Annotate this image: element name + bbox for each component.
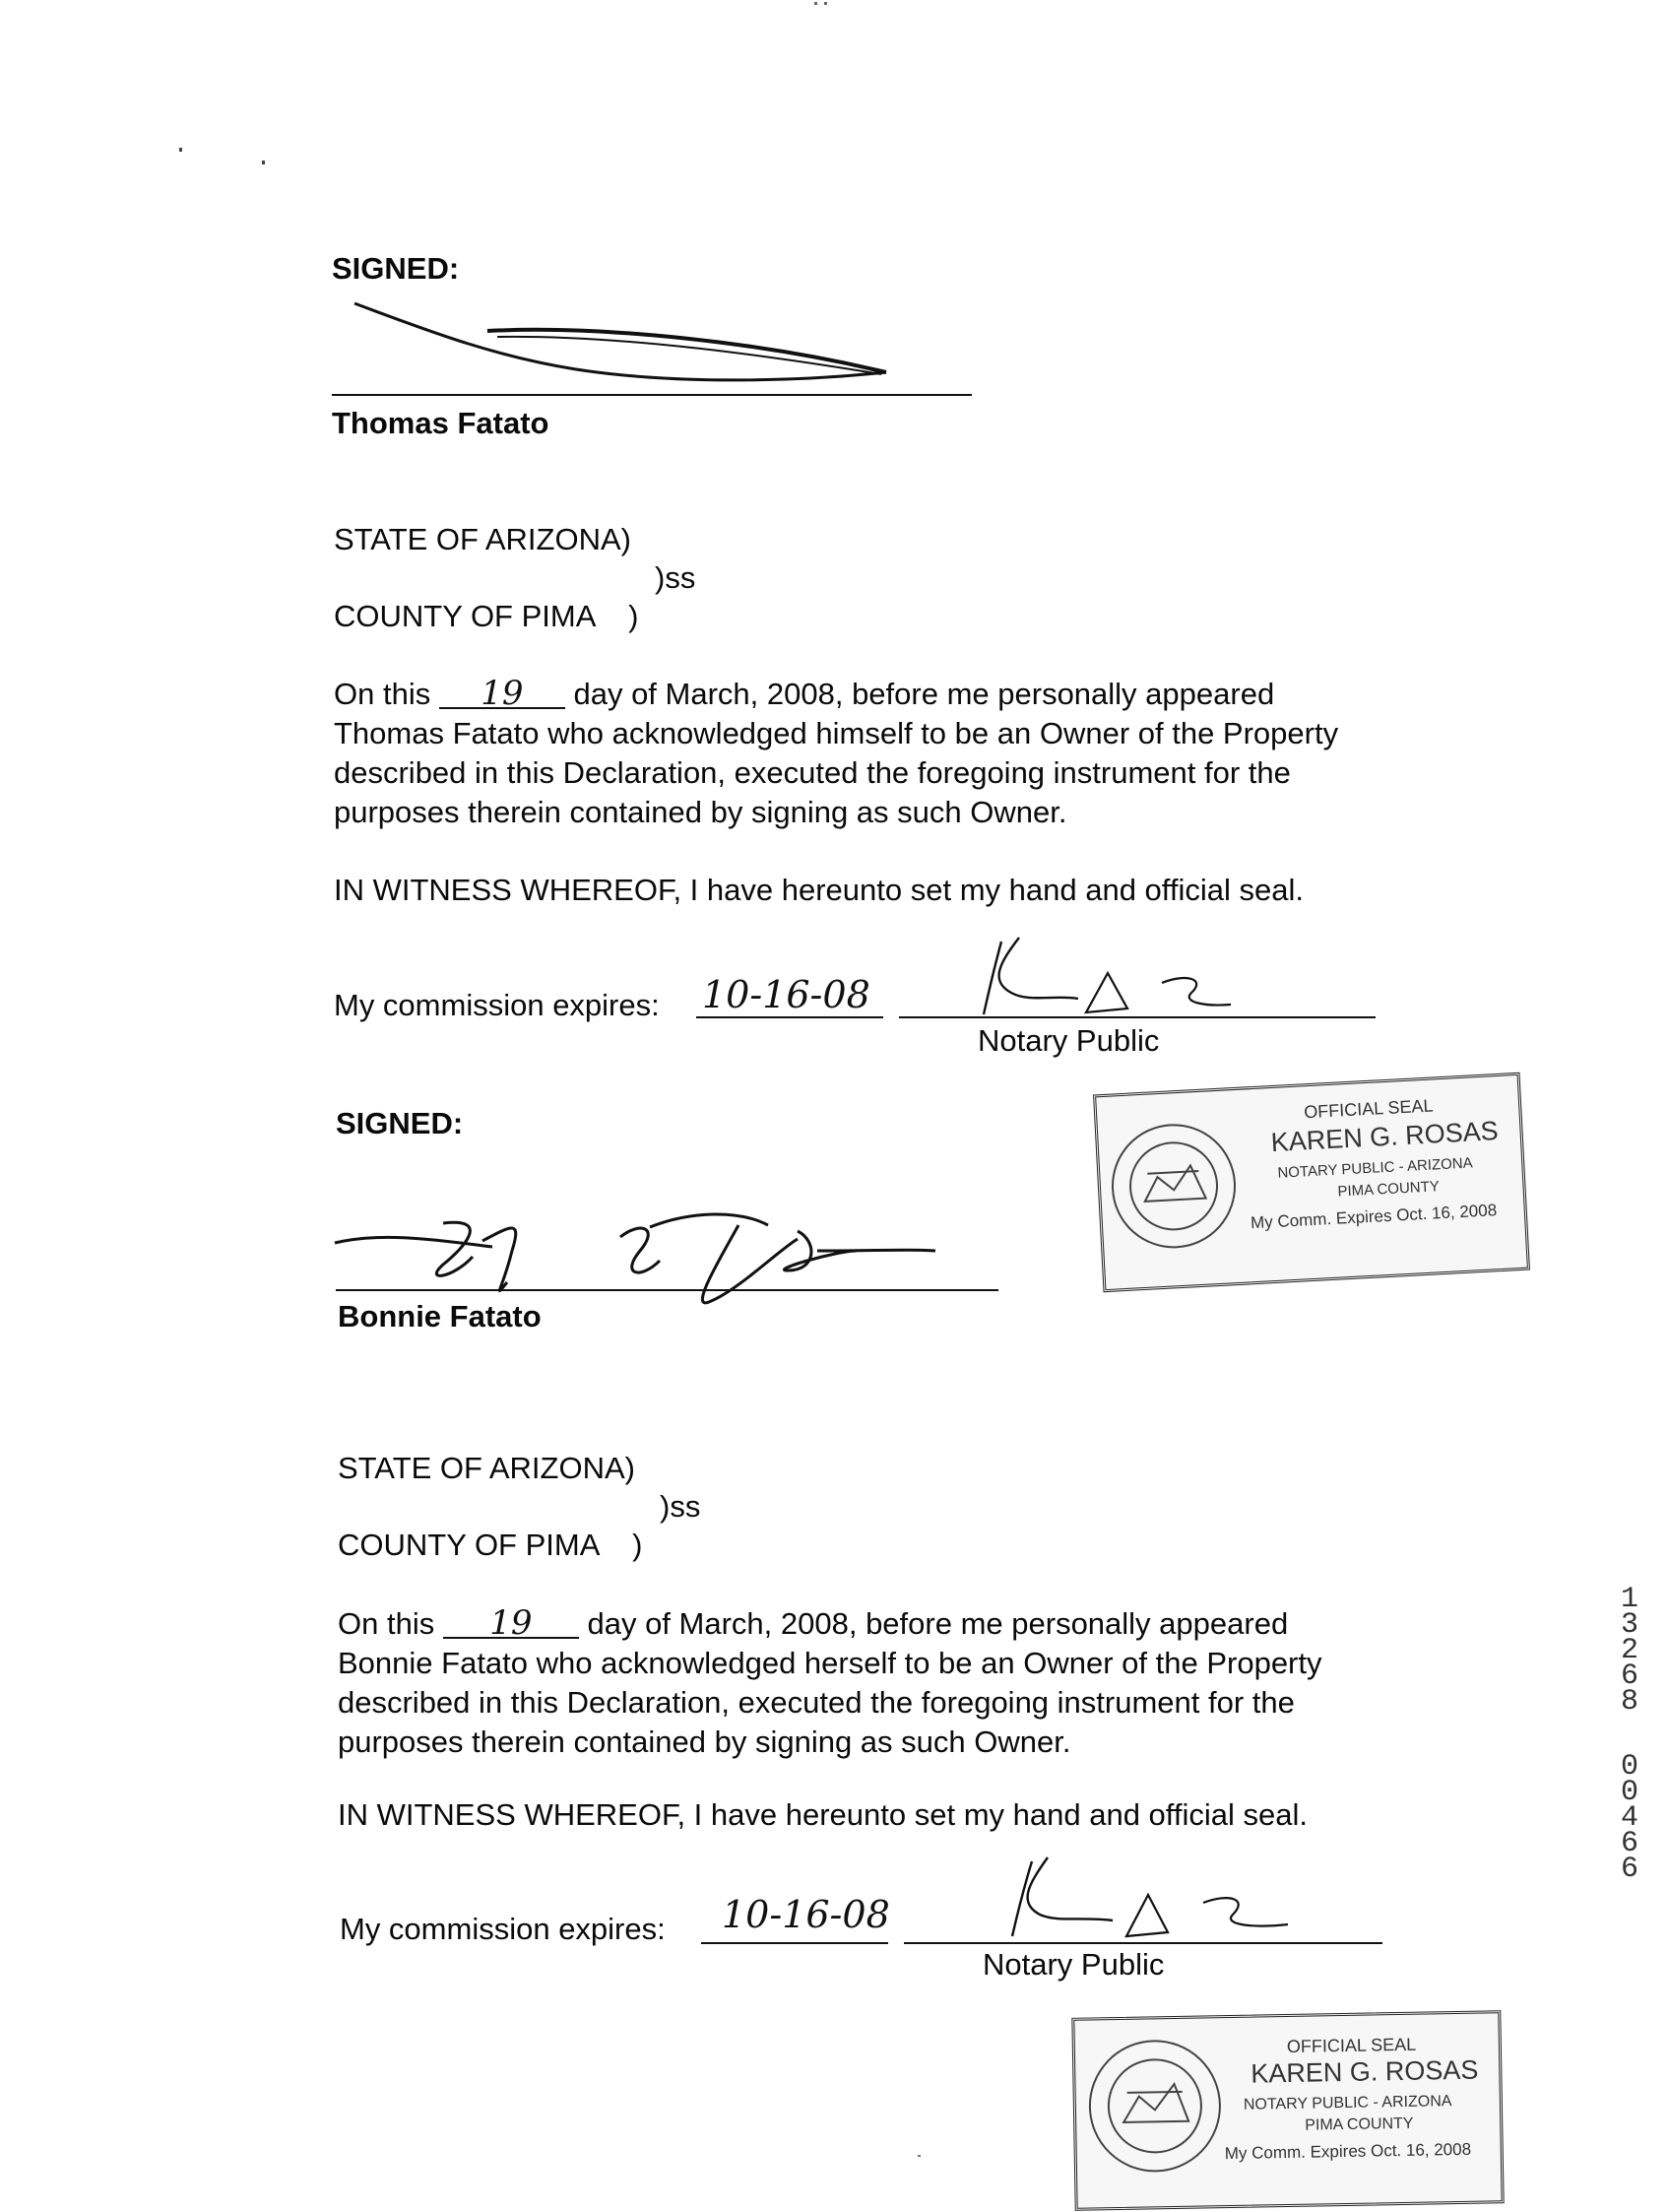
acknowledgment-line-1 bbox=[338, 1603, 1288, 1644]
notary-public-label: Notary Public bbox=[983, 1947, 1165, 1982]
ack-line-1-rest: day of March, 2008, before me personally appeared bbox=[587, 1606, 1289, 1641]
venue-county: COUNTY OF PIMA ) bbox=[338, 1528, 643, 1562]
notary-stamp bbox=[1071, 2010, 1504, 2211]
signed-heading: SIGNED: bbox=[336, 1106, 464, 1140]
commission-date-line bbox=[701, 1942, 888, 1944]
seal-expires: My Comm. Expires Oct. 16, 2008 bbox=[1224, 2139, 1472, 2164]
state-seal-icon bbox=[1106, 1118, 1243, 1255]
recording-digit: 1 bbox=[1620, 1583, 1638, 1616]
venue-state: STATE OF ARIZONA) bbox=[334, 522, 631, 556]
commission-date-line bbox=[696, 1016, 883, 1018]
acknowledgment-line-4: purposes therein contained by signing as such Owner. bbox=[334, 795, 1067, 829]
signature-thomas-fatato bbox=[350, 295, 901, 394]
notary-stamp bbox=[1093, 1073, 1530, 1292]
commission-date-handwritten: 10-16-08 bbox=[722, 1893, 890, 1936]
seal-line-1: NOTARY PUBLIC - ARIZONA bbox=[1243, 2093, 1452, 2114]
recording-digit: 6 bbox=[1620, 1827, 1638, 1860]
ack-prefix: On this bbox=[334, 677, 431, 711]
notary-public-label: Notary Public bbox=[978, 1023, 1160, 1058]
seal-name: KAREN G. ROSAS bbox=[1251, 2054, 1479, 2089]
day-handwritten: 19 bbox=[489, 1603, 533, 1643]
recording-digit: 0 bbox=[1620, 1776, 1638, 1809]
recording-digit: 6 bbox=[1620, 1853, 1638, 1886]
acknowledgment-line-1 bbox=[334, 674, 1274, 714]
signature-line bbox=[336, 1289, 998, 1291]
recording-digit: 6 bbox=[1620, 1659, 1638, 1693]
recording-digit: 0 bbox=[1620, 1750, 1638, 1784]
signature-line bbox=[332, 394, 972, 396]
seal-title: OFFICIAL SEAL bbox=[1286, 2034, 1417, 2057]
recording-digit: 8 bbox=[1620, 1685, 1638, 1719]
notary-signature bbox=[975, 1852, 1310, 1945]
notary-signature-line bbox=[899, 1016, 1376, 1018]
seal-expires: My Comm. Expires Oct. 16, 2008 bbox=[1250, 1201, 1498, 1233]
state-seal-icon bbox=[1085, 2036, 1225, 2176]
recording-digit: 3 bbox=[1620, 1608, 1638, 1642]
ack-prefix: On this bbox=[338, 1606, 435, 1641]
seal-title: OFFICIAL SEAL bbox=[1303, 1095, 1434, 1123]
commission-label: My commission expires: bbox=[340, 1912, 666, 1946]
venue-county: COUNTY OF PIMA ) bbox=[334, 599, 639, 633]
day-handwritten: 19 bbox=[481, 674, 524, 713]
day-blank bbox=[443, 1603, 579, 1643]
signed-heading: SIGNED: bbox=[332, 251, 460, 286]
seal-line-2: PIMA COUNTY bbox=[1305, 2114, 1414, 2134]
acknowledgment-line-3: described in this Declaration, executed the foregoing instrument for the bbox=[334, 755, 1291, 790]
recording-digit: 4 bbox=[1620, 1801, 1638, 1835]
witness-statement: IN WITNESS WHEREOF, I have hereunto set my hand and official seal. bbox=[334, 873, 1304, 907]
signer-name: Thomas Fatato bbox=[332, 406, 549, 440]
seal-line-1: NOTARY PUBLIC - ARIZONA bbox=[1277, 1154, 1474, 1182]
ack-line-1-rest: day of March, 2008, before me personally appeared bbox=[573, 677, 1275, 711]
venue-ss: )ss bbox=[660, 1489, 701, 1524]
venue-state: STATE OF ARIZONA) bbox=[338, 1451, 635, 1485]
venue-ss: )ss bbox=[655, 560, 696, 595]
commission-date-handwritten: 10-16-08 bbox=[702, 973, 870, 1016]
recording-digit: 2 bbox=[1620, 1634, 1638, 1667]
day-blank bbox=[439, 674, 565, 713]
acknowledgment-line-4: purposes therein contained by signing as such Owner. bbox=[338, 1724, 1071, 1759]
notary-signature bbox=[960, 934, 1255, 1022]
acknowledgment-line-2: Thomas Fatato who acknowledged himself to be an Owner of the Property bbox=[334, 716, 1339, 750]
signer-name: Bonnie Fatato bbox=[338, 1299, 542, 1334]
acknowledgment-line-2: Bonnie Fatato who acknowledged herself to be an Owner of the Property bbox=[338, 1646, 1322, 1680]
seal-line-2: PIMA COUNTY bbox=[1337, 1178, 1441, 1201]
acknowledgment-line-3: described in this Declaration, executed the foregoing instrument for the bbox=[338, 1685, 1295, 1720]
witness-statement: IN WITNESS WHEREOF, I have hereunto set my hand and official seal. bbox=[338, 1797, 1308, 1832]
seal-name: KAREN G. ROSAS bbox=[1270, 1116, 1500, 1158]
commission-label: My commission expires: bbox=[334, 988, 660, 1022]
